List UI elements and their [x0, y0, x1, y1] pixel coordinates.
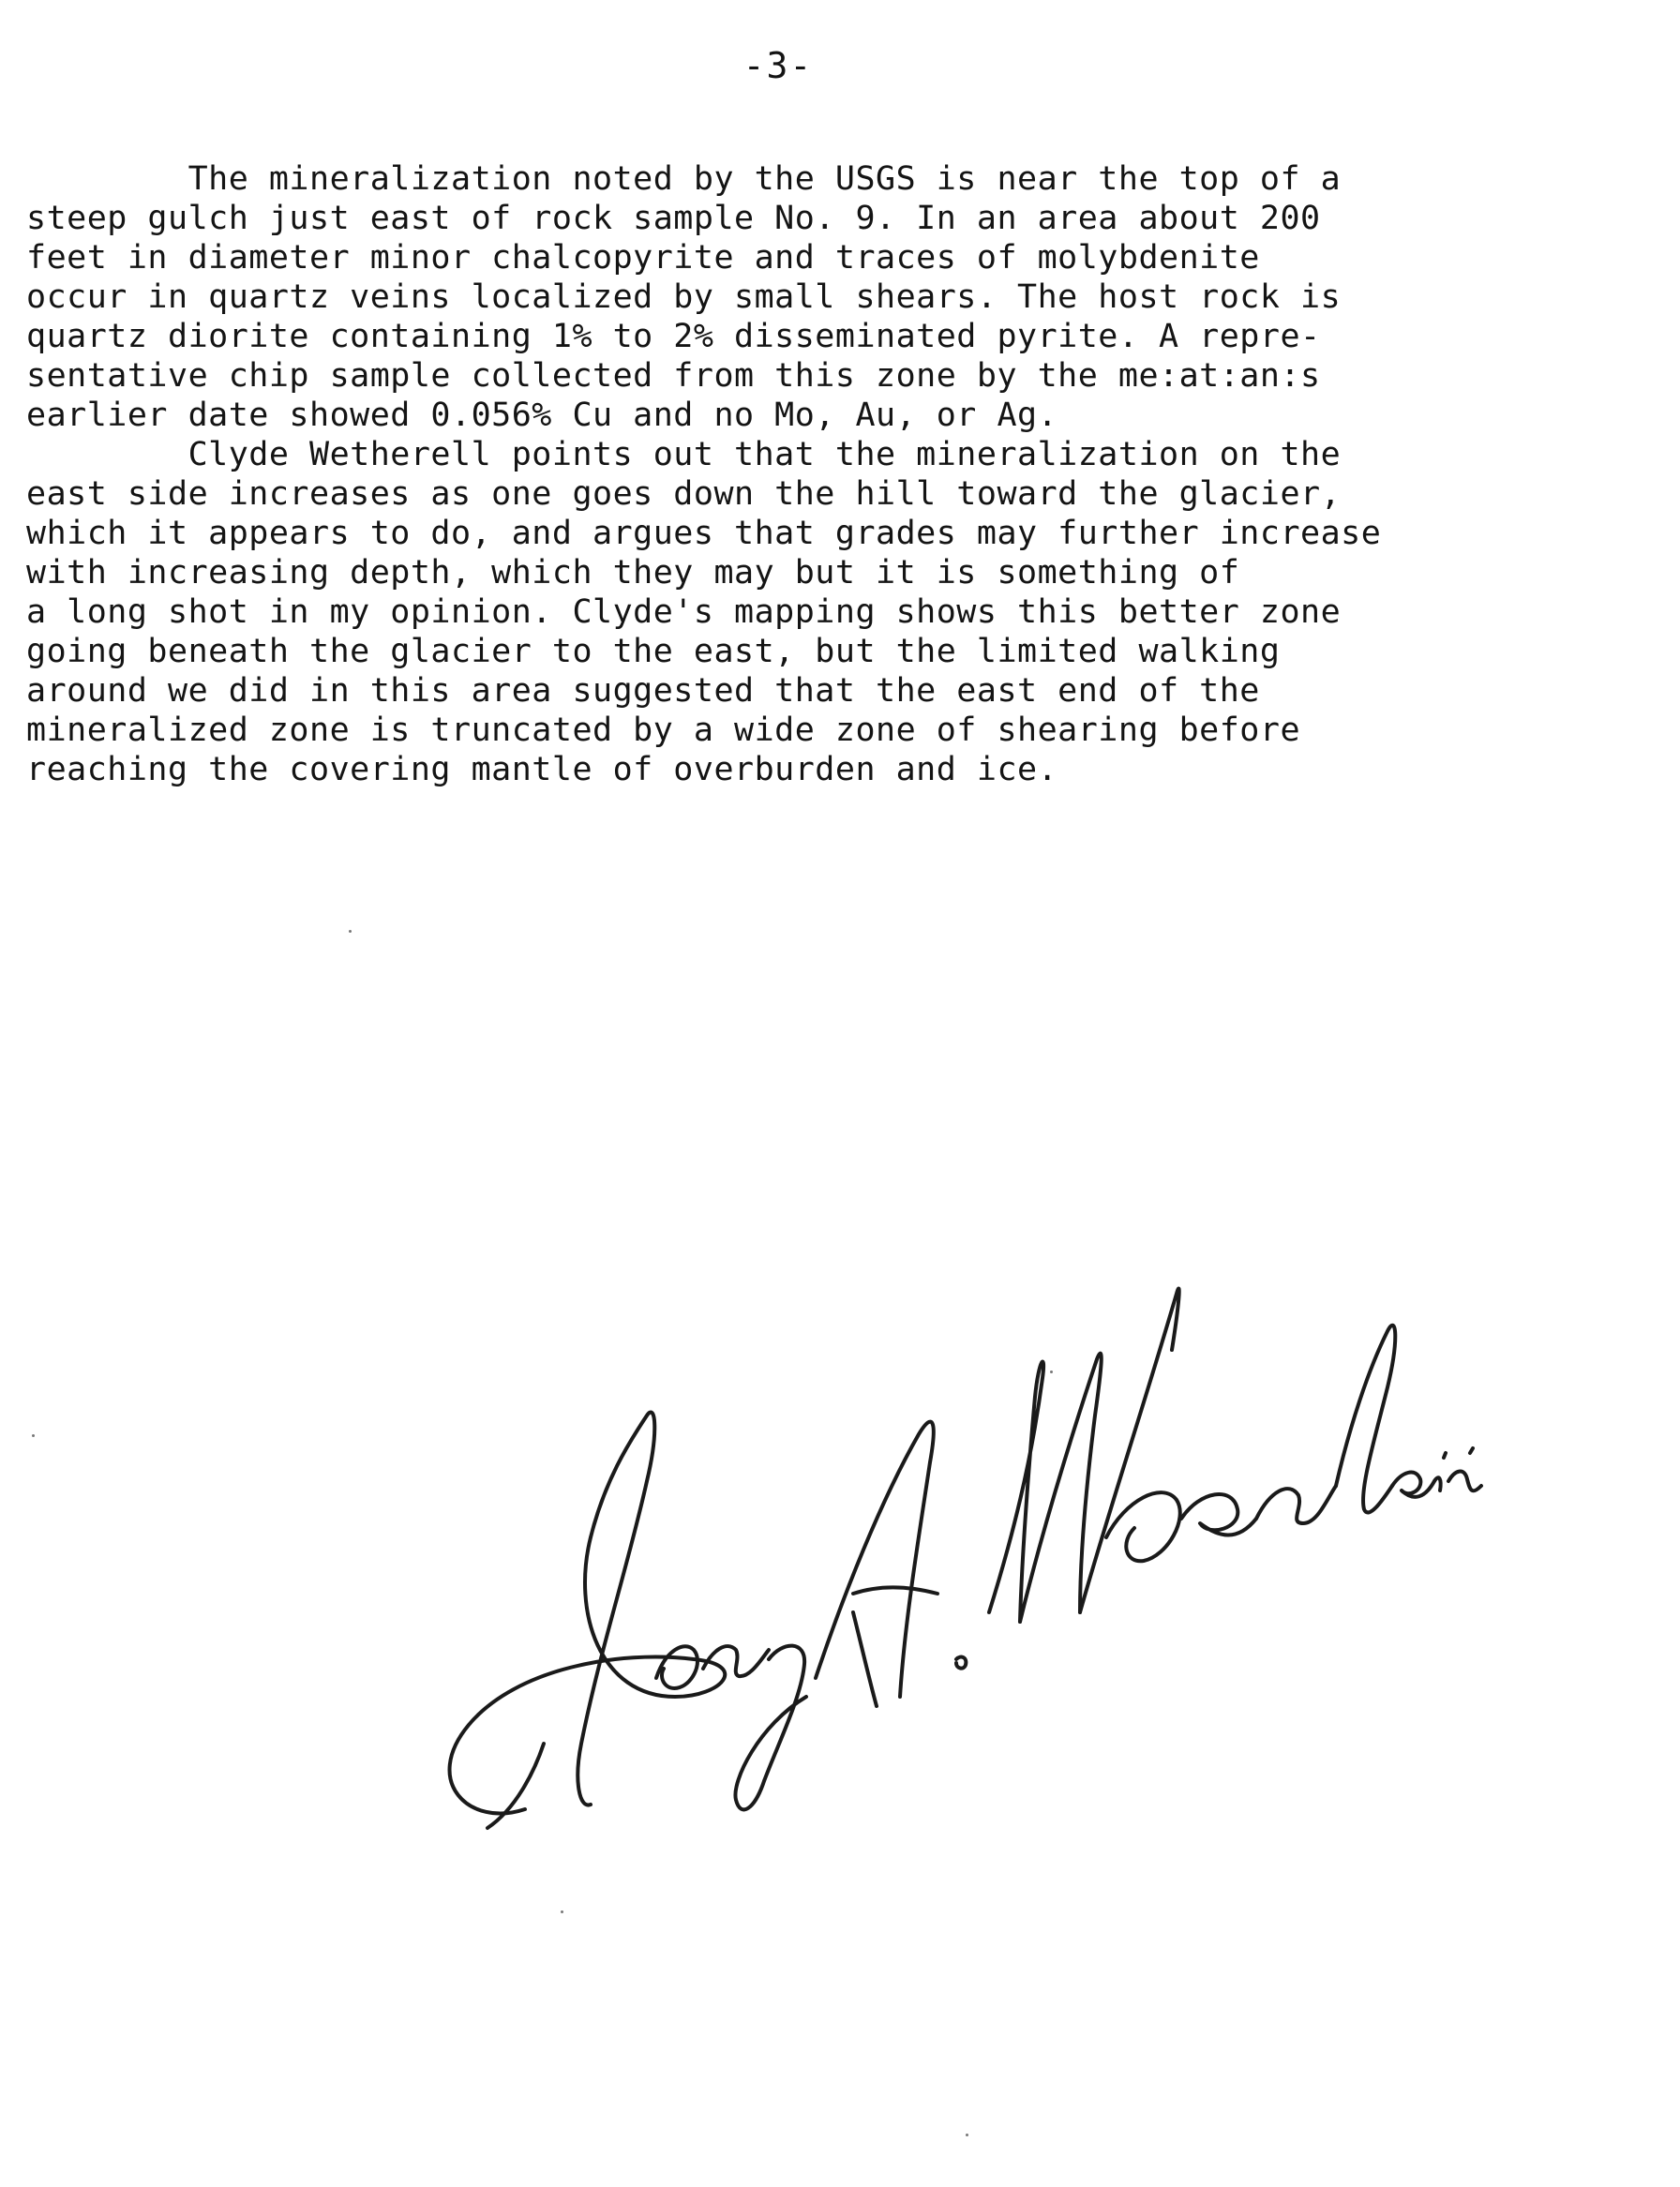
text-line: Clyde Wetherell points out that the mineralization on the — [26, 436, 1342, 473]
text-line: feet in diameter minor chalcopyrite and traces of molybdenite — [26, 239, 1260, 277]
scan-speck — [561, 1910, 563, 1913]
scan-speck — [349, 930, 352, 933]
text-line: mineralized zone is truncated by a wide zone of shearing before — [26, 712, 1301, 749]
scan-speck — [1050, 1371, 1053, 1373]
text-line: The mineralization noted by the USGS is near the top of a — [26, 160, 1342, 198]
text-line: a long shot in my opinion. Clyde's mapping shows this better zone — [26, 593, 1342, 631]
text-line: quartz diorite containing 1% to 2% disseminated pyrite. A repre- — [26, 318, 1321, 355]
letter-body — [26, 159, 1639, 789]
page-number: -3- — [742, 45, 814, 86]
text-line: steep gulch just east of rock sample No. 9. In an area about 200 — [26, 200, 1321, 237]
text-line: around we did in this area suggested that the east end of the — [26, 672, 1260, 710]
text-line: sentative chip sample collected from this zone by the me:at:an:s — [26, 357, 1321, 395]
text-line: earlier date showed 0.056% Cu and no Mo, Au, or Ag. — [26, 397, 1058, 434]
paragraph-2 — [26, 435, 1639, 789]
handwritten-signature-icon — [412, 1256, 1491, 1856]
text-line: going beneath the glacier to the east, but the limited walking — [26, 633, 1281, 670]
paragraph-1 — [26, 159, 1639, 435]
text-line: reaching the covering mantle of overburden and ice. — [26, 751, 1058, 788]
text-line: east side increases as one goes down the hill toward the glacier, — [26, 475, 1342, 513]
text-line: with increasing depth, which they may but it is something of — [26, 554, 1240, 592]
text-line: occur in quartz veins localized by small shears. The host rock is — [26, 278, 1342, 316]
scan-speck — [32, 1434, 35, 1437]
scan-speck — [966, 2134, 968, 2136]
text-line: which it appears to do, and argues that grades may further increase — [26, 515, 1382, 552]
